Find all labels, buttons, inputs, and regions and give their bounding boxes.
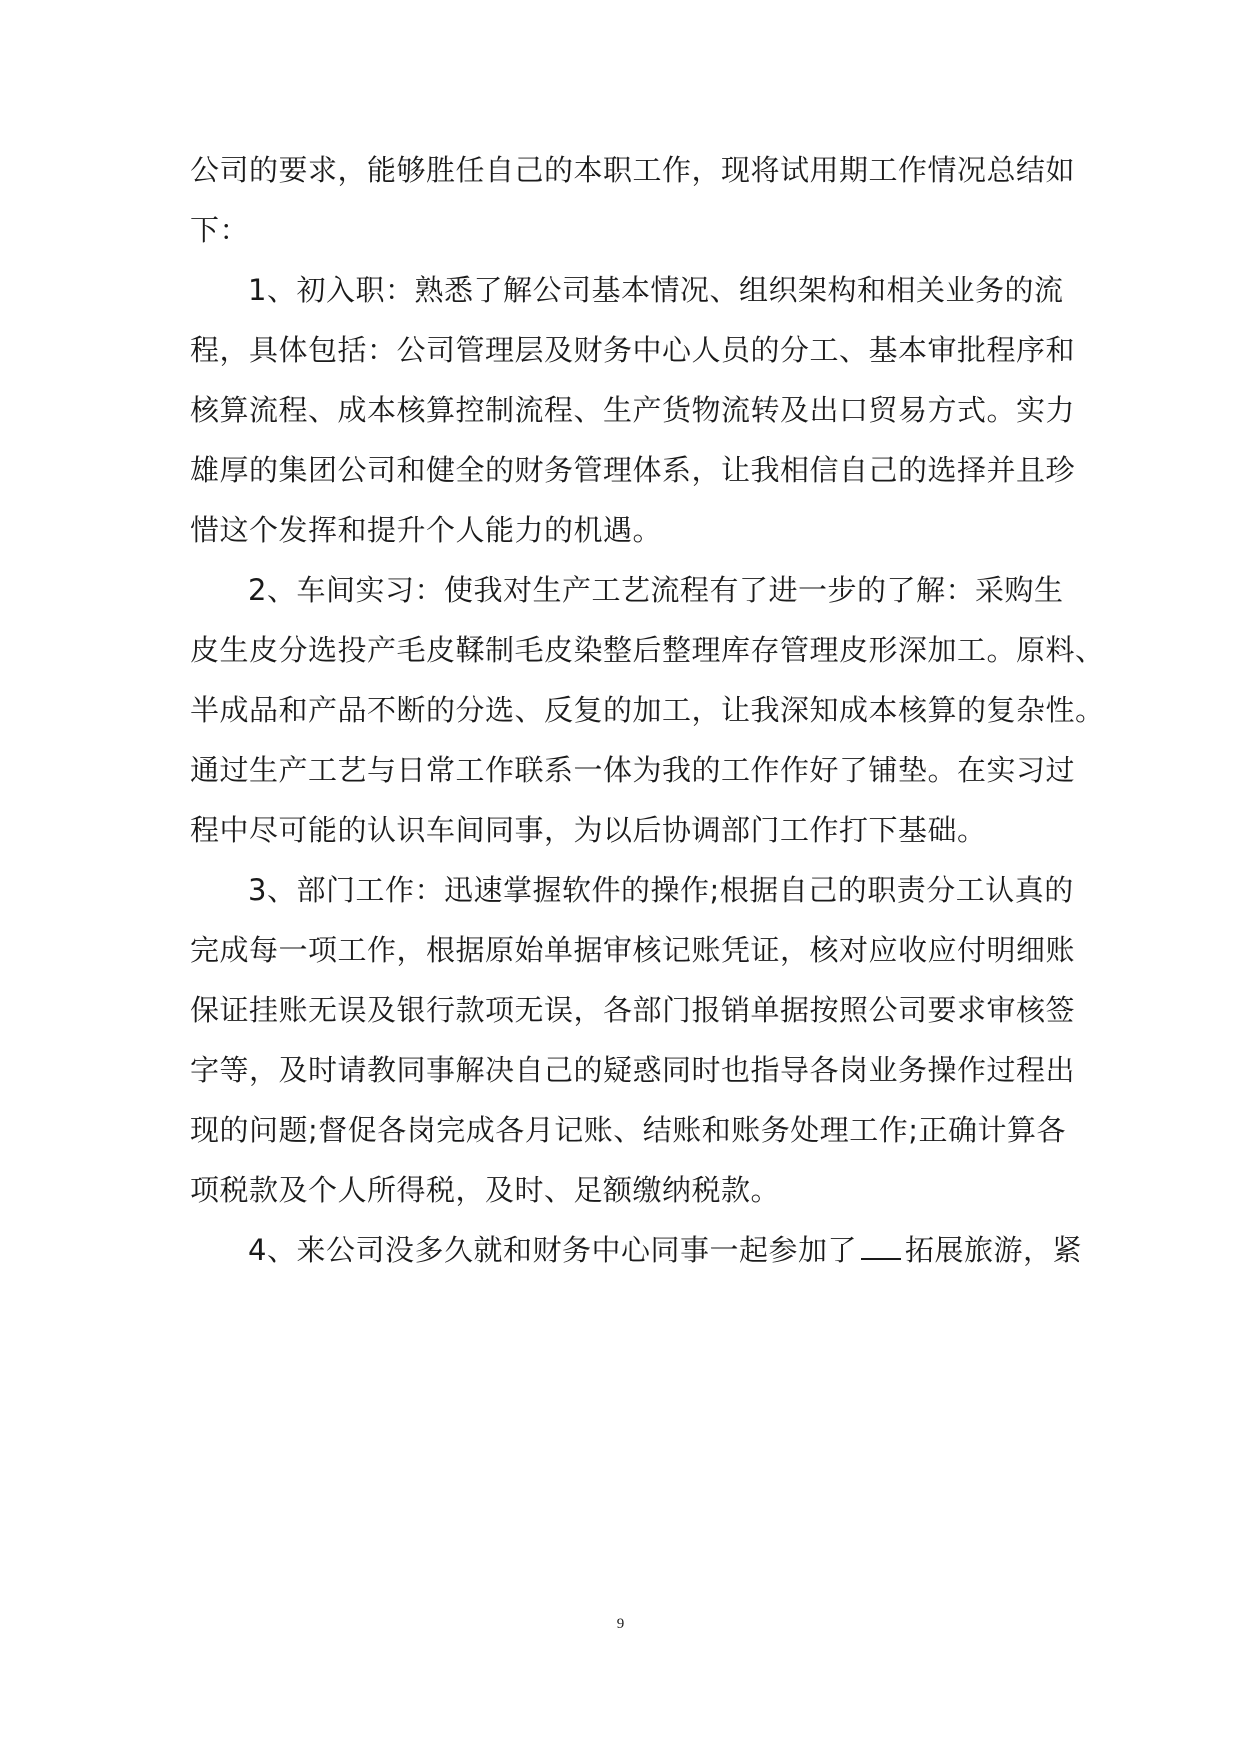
text-line: 雄厚的集团公司和健全的财务管理体系，让我相信自己的选择并且珍	[190, 453, 1076, 487]
text-line: 惜这个发挥和提升个人能力的机遇。	[190, 513, 663, 547]
text-line: 程，具体包括：公司管理层及财务中心人员的分工、基本审批程序和	[190, 333, 1076, 367]
text-line: 公司的要求，能够胜任自己的本职工作，现将试用期工作情况总结如	[190, 153, 1076, 187]
page-number: 9	[616, 1616, 625, 1632]
paragraph-3-start: 3、部门工作：迅速掌握软件的操作;根据自己的职责分工认真的	[248, 873, 1074, 907]
text-line: 通过生产工艺与日常工作联系一体为我的工作作好了铺垫。在实习过	[190, 753, 1076, 787]
text-line: 半成品和产品不断的分选、反复的加工，让我深知成本核算的复杂性。	[190, 693, 1105, 727]
text-line: 保证挂账无误及银行款项无误，各部门报销单据按照公司要求审核签	[190, 993, 1076, 1027]
text-line: 项税款及个人所得税，及时、足额缴纳税款。	[190, 1173, 781, 1207]
text-line: 下：	[190, 213, 250, 247]
paragraph-1-start: 1、初入职：熟悉了解公司基本情况、组织架构和相关业务的流	[248, 273, 1064, 307]
text-line: 程中尽可能的认识车间同事，为以后协调部门工作打下基础。	[190, 813, 987, 847]
body-text	[190, 140, 1105, 1280]
fill-in-blank	[861, 1234, 901, 1260]
text-line: 皮生皮分选投产毛皮鞣制毛皮染整后整理库存管理皮形深加工。原料、	[190, 633, 1105, 667]
text-segment: 拓展旅游，紧	[904, 1233, 1082, 1267]
text-line: 核算流程、成本核算控制流程、生产货物流转及出口贸易方式。实力	[190, 393, 1076, 427]
text-line: 字等，及时请教同事解决自己的疑惑同时也指导各岗业务操作过程出	[190, 1053, 1076, 1087]
paragraph-4-start	[190, 1220, 1082, 1280]
paragraph-2-start: 2、车间实习：使我对生产工艺流程有了进一步的了解：采购生	[248, 573, 1064, 607]
text-segment: 4、来公司没多久就和财务中心同事一起参加了	[248, 1233, 857, 1267]
text-line: 现的问题;督促各岗完成各月记账、结账和账务处理工作;正确计算各	[190, 1113, 1067, 1147]
text-line: 完成每一项工作，根据原始单据审核记账凭证，核对应收应付明细账	[190, 933, 1076, 967]
